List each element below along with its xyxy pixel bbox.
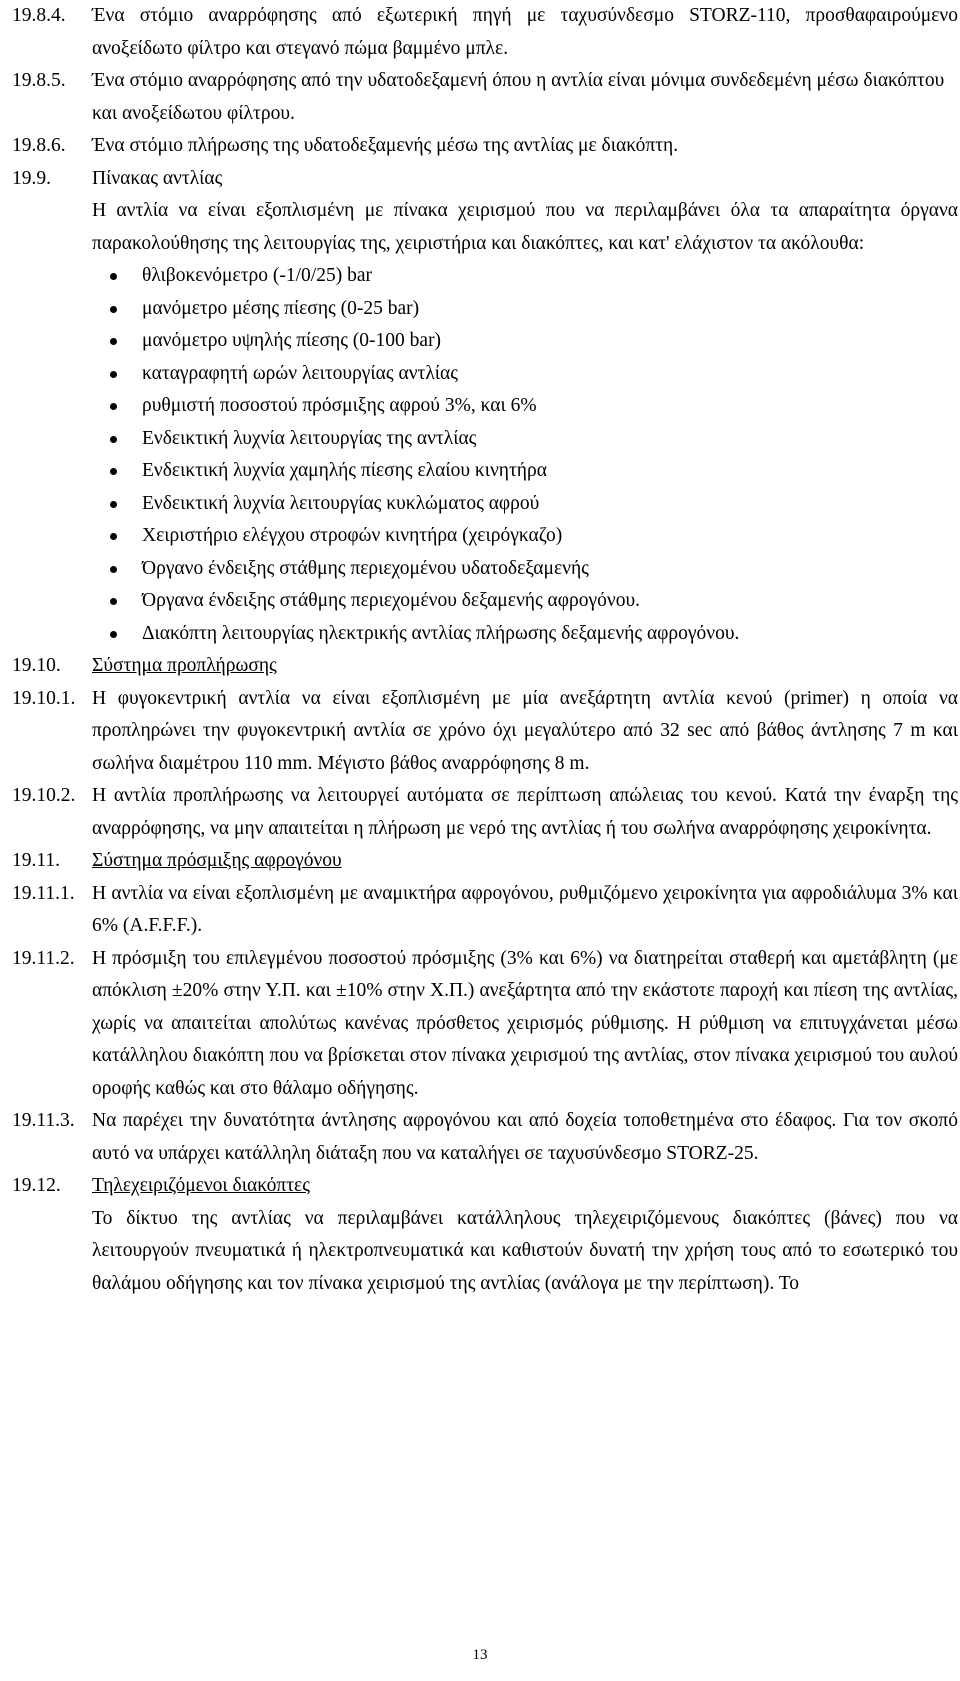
list-item: Ενδεικτική λυχνία λειτουργίας κυκλώματος αφρού [12,488,958,521]
bullet-icon [110,566,117,573]
section-heading: Πίνακας αντλίας [92,167,223,189]
section-number: 19.10. [12,655,61,676]
list-item: Χειριστήριο ελέγχου στροφών κινητήρα (χειρόγκαζο) [12,520,958,553]
section-19-9 [12,163,958,261]
section-number: 19.10.2. [12,785,76,806]
bullet-icon [110,533,117,540]
section-19-12 [12,1170,958,1300]
pump-panel-list [12,260,958,650]
list-item: μανόμετρο υψηλής πίεσης (0-100 bar) [12,325,958,358]
section-text: Το δίκτυο της αντλίας να περιλαμβάνει κατάλληλους τηλεχειριζόμενους διακόπτες (βάνες) που να λειτουργούν πνευματικά ή ηλεκτροπνευματικά και καθιστούν δυνατή την χρήση τους από το εσωτερικό του θαλάμου οδήγησης και τον πίνακα χειρισμού της αντλίας (ανάλογα με την περίπτωση). Το [92,1207,958,1294]
section-19-11-2 [12,943,958,1106]
bullet-icon [110,598,117,605]
section-number: 19.12. [12,1175,61,1196]
list-item: Όργανα ένδειξης στάθμης περιεχομένου δεξαμενής αφρογόνου. [12,585,958,618]
list-item: μανόμετρο μέσης πίεσης (0-25 bar) [12,293,958,326]
list-item: θλιβοκενόμετρο (-1/0/25) bar [12,260,958,293]
section-heading: Σύστημα πρόσμιξης αφρογόνου [92,850,342,871]
section-19-8-5 [12,65,958,130]
section-text: Η αντλία να είναι εξοπλισμένη με πίνακα χειρισμού που να περιλαμβάνει όλα τα απαραίτητα όργανα παρακολούθησης της λειτουργίας της, χειριστήρια και διακόπτες, και κατ' ελάχιστον τα ακόλουθα: [92,200,958,254]
section-number: 19.9. [12,167,51,189]
section-19-10-2 [12,780,958,845]
section-text: Η αντλία να είναι εξοπλισμένη με αναμικτήρα αφρογόνου, ρυθμιζόμενο χειροκίνητα για αφροδιάλυμα 3% και 6% (A.F.F.F.). [92,882,958,936]
section-text: Η πρόσμιξη του επιλεγμένου ποσοστού πρόσμιξης (3% και 6%) να διατηρείται σταθερή και αμετάβλητη (με απόκλιση ±20% στην Υ.Π. και ±10% στην Χ.Π.) ανεξάρτητα από την εκάστοτε παροχή και πίεση της αντλίας, χωρίς να απαιτείται απολύτως κανένας πρόσθετος χειρισμός ρύθμισης. Η ρύθμιση να επιτυγχάνεται μέσω κατάλληλου διακόπτη που να βρίσκεται στον πίνακα χειρισμού της αντλίας, στον πίνακα χειρισμού του αυλού οροφής καθώς και στο θάλαμο οδήγησης. [92,947,958,1099]
section-text: Ένα στόμιο πλήρωσης της υδατοδεξαμενής μέσω της αντλίας με διακόπτη. [92,135,679,156]
list-item: Ενδεικτική λυχνία χαμηλής πίεσης ελαίου κινητήρα [12,455,958,488]
section-19-11 [12,845,958,878]
section-number: 19.10.1. [12,687,76,709]
section-heading: Τηλεχειριζόμενοι διακόπτες [92,1175,310,1196]
section-text: Ένα στόμιο αναρρόφησης από εξωτερική πηγή με ταχυσύνδεσμο STORZ-110, προσθαφαιρούμενο ανοξείδωτο φίλτρο και στεγανό πώμα βαμμένο μπλε. [92,5,958,59]
section-heading: Σύστημα προπλήρωσης [92,655,277,676]
list-item: ρυθμιστή ποσοστού πρόσμιξης αφρού 3%, και 6% [12,390,958,423]
bullet-icon [110,436,117,443]
bullet-icon [110,371,117,378]
list-item: καταγραφητή ωρών λειτουργίας αντλίας [12,358,958,391]
section-19-8-4 [12,0,958,65]
section-text: Να παρέχει την δυνατότητα άντλησης αφρογόνου και από δοχεία τοποθετημένα στο έδαφος. Για τον σκοπό αυτό να υπάρχει κατάλληλη διάταξη που να καταλήγει σε ταχυσύνδεσμο STORZ-25. [92,1110,958,1164]
section-number: 19.11.3. [12,1110,75,1131]
document-page [12,0,958,1300]
section-number: 19.8.5. [12,70,66,91]
section-19-11-3 [12,1105,958,1170]
section-text: Η φυγοκεντρική αντλία να είναι εξοπλισμένη με μία ανεξάρτητη αντλία κενού (primer) η οποία να προπληρώνει την φυγοκεντρική αντλία σε χρόνο όχι μεγαλύτερο από 32 sec από βάθος άντλησης 7 m και σωλήνα διαμέτρου 110 mm. Μέγιστο βάθος αναρρόφησης 8 m. [92,687,958,774]
bullet-icon [110,338,117,345]
section-number: 19.8.6. [12,135,66,156]
section-number: 19.11. [12,850,61,871]
list-item: Ενδεικτική λυχνία λειτουργίας της αντλίας [12,423,958,456]
bullet-icon [110,403,117,410]
section-19-10 [12,650,958,683]
page-number: 13 [472,1647,488,1663]
section-19-8-6 [12,130,958,163]
bullet-icon [110,501,117,508]
list-item: Διακόπτη λειτουργίας ηλεκτρικής αντλίας πλήρωσης δεξαμενής αφρογόνου. [12,618,958,651]
section-text: Ένα στόμιο αναρρόφησης από την υδατοδεξαμενή όπου η αντλία είναι μόνιμα συνδεδεμένη μέσω διακόπτου και ανοξείδωτου φίλτρου. [92,70,945,124]
bullet-icon [110,306,117,313]
bullet-icon [110,631,117,638]
section-number: 19.8.4. [12,5,66,26]
list-item: Όργανο ένδειξης στάθμης περιεχομένου υδατοδεξαμενής [12,553,958,586]
section-19-10-1 [12,683,958,781]
section-text: Η αντλία προπλήρωσης να λειτουργεί αυτόματα σε περίπτωση απώλειας του κενού. Κατά την έναρξη της αναρρόφησης, να μην απαιτείται η πλήρωση με νερό της αντλίας ή του σωλήνα αναρρόφησης χειροκίνητα. [92,785,958,839]
section-number: 19.11.2. [12,947,75,969]
bullet-icon [110,273,117,280]
bullet-icon [110,468,117,475]
section-number: 19.11.1. [12,882,75,904]
section-19-11-1 [12,878,958,943]
